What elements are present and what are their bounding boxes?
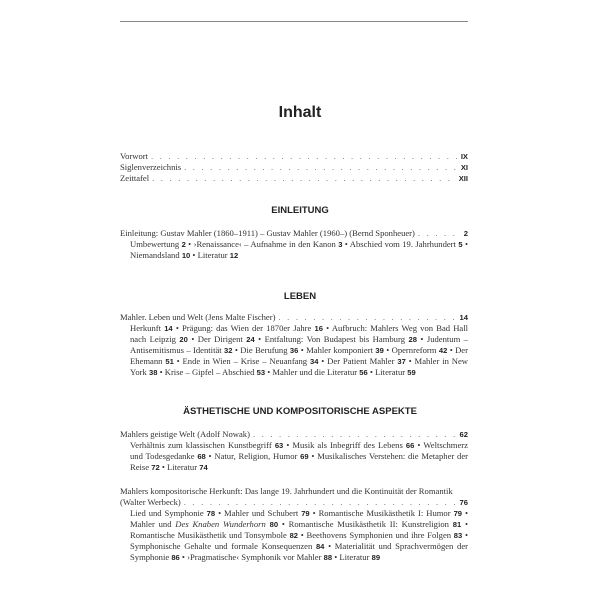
subentry[interactable] (165, 367, 265, 377)
leader-dots (184, 497, 457, 508)
subentry[interactable] (289, 519, 462, 529)
subentry-title: Beethovens Symphonien und ihre Folgen (306, 530, 452, 540)
subentry[interactable] (130, 519, 278, 529)
subentry-title: ›Pragmatische‹ Symphonik vor Mahler (187, 552, 322, 562)
subentries: Herkunft 14 • Prägung: das Wien der 1870er Jahre 16 • Aufbruch: Mahlers Weg von Bad Hall nach Leipzig 20 • Der Dirigent 24 • Entfaltung: Von Budapest bis Hamburg 28 • Judentum – Antisemitismus – Identität 32 • Die Berufung 36 • Mahler komponiert 39 • Opernreform 42 • Der Ehemann 51 • Ende in Wien – Krise – Neuanfang 34 • Der Patient Mahler 37 • Mahler in New York 38 • Krise – Gipfel – Abschied 53 • Mahler und die Literatur 56 • Literatur 59 (130, 323, 469, 377)
subentry-work-title: Des Knaben Wunderhorn (175, 519, 266, 529)
subentry-page: 63 (274, 441, 284, 450)
subentry-page: 12 (229, 251, 239, 260)
subentry-title: Materialität und Sprachvermögen der Symphonie (130, 541, 469, 562)
subentry-title: ›Renaissance‹ – Aufnahme in den Kanon (193, 239, 336, 249)
leader-dots (278, 312, 456, 323)
subentry-page: 59 (407, 368, 416, 377)
subentry-title: Literatur (197, 250, 228, 260)
subentry-title: Aufbruch: Mahlers Weg von Bad Hall nach Leipzig (130, 323, 469, 344)
subentry[interactable] (183, 356, 319, 366)
subentry-page: 28 (408, 335, 417, 344)
subentry[interactable] (327, 356, 406, 366)
subentry-title: Mahler und Schubert (224, 508, 299, 518)
entry-label: Siglenverzeichnis (120, 162, 182, 172)
toc-entry[interactable] (120, 228, 468, 261)
subentry-title: Verhältnis zum klassischen Kunstbegriff (130, 440, 272, 450)
subentry-title: Der Ehemann (130, 345, 468, 366)
subentry[interactable] (198, 334, 255, 344)
entry-page: 62 (459, 430, 468, 439)
subentry-page: 69 (300, 452, 309, 461)
subentry[interactable] (194, 239, 343, 249)
toc-entry-zeittafel[interactable] (120, 173, 468, 184)
subentry-page: 78 (206, 509, 216, 518)
top-rule (120, 21, 468, 22)
subentry-page: 53 (256, 368, 266, 377)
subentry[interactable] (224, 508, 310, 518)
subentry-title: Mahler komponiert (306, 345, 373, 355)
subentry[interactable] (339, 552, 380, 562)
entry-label: Mahlers geistige Welt (Adolf Nowak) (120, 429, 250, 439)
subentry[interactable] (182, 323, 323, 333)
subentry-title: Literatur (339, 552, 370, 562)
subentry[interactable] (130, 239, 186, 249)
subentry-title: Ende in Wien – Krise – Neuanfang (182, 356, 308, 366)
entry-page: IX (460, 152, 468, 161)
subentry-title: Weltschmerz und Todesgedanke (130, 440, 468, 461)
subentry-page: 79 (301, 509, 310, 518)
subentry[interactable] (306, 345, 384, 355)
subentry-page: 5 (458, 240, 463, 249)
subentry[interactable] (350, 239, 463, 249)
subentry-page: 16 (314, 324, 323, 333)
subentry-page: 2 (181, 240, 186, 249)
subentry[interactable] (130, 541, 324, 551)
subentry-page: 89 (371, 553, 381, 562)
entry-label-author: (Walter Werbeck) (120, 497, 181, 507)
subentry-title: Die Berufung (240, 345, 288, 355)
toc-entry[interactable] (120, 312, 468, 378)
toc-entry[interactable] (120, 429, 468, 473)
subentry-title: Symphonische Gehalte und formale Konsequenzen (130, 541, 313, 551)
subentry-page: 51 (165, 357, 174, 366)
subentry[interactable] (292, 440, 414, 450)
subentry-page: 88 (323, 553, 333, 562)
subentry-page: 14 (164, 324, 173, 333)
subentry[interactable] (198, 250, 239, 260)
subentry-page: 72 (151, 463, 160, 472)
subentry[interactable] (167, 462, 208, 472)
subentry[interactable] (130, 440, 283, 450)
leader-dots (152, 173, 456, 184)
subentry-title: Literatur (375, 367, 406, 377)
toc-entry-siglenverzeichnis[interactable] (120, 162, 468, 173)
subentry[interactable] (392, 345, 448, 355)
subentry[interactable] (130, 250, 190, 260)
subentry[interactable] (272, 367, 367, 377)
subentry-page: 39 (375, 346, 384, 355)
leader-dots (184, 162, 458, 173)
subentry-page: 34 (309, 357, 319, 366)
entry-label: Mahler. Leben und Welt (Jens Malte Fischer) (120, 312, 276, 322)
subentry-title: Entfaltung: Von Budapest bis Hamburg (264, 334, 405, 344)
entry-label: Einleitung: Gustav Mahler (1860–1911) – Gustav Mahler (1960–) (Bernd Sponheuer) (120, 228, 415, 238)
subentry[interactable] (130, 530, 298, 540)
leader-dots (253, 429, 457, 440)
subentries: Verhältnis zum klassischen Kunstbegriff 63 • Musik als Inbegriff des Lebens 66 • Weltschmerz und Todesgedanke 68 • Natur, Religion, Humor 69 • Musikalisches Verstehen: die Metapher der Reise 72 • Literatur 74 (130, 440, 469, 472)
subentry-title: Natur, Religion, Humor (214, 451, 298, 461)
subentry-page: 24 (246, 335, 255, 344)
section-heading-aesthetik: ÄSTHETISCHE UND KOMPOSITORISCHE ASPEKTE (183, 406, 417, 417)
front-matter-list (120, 151, 468, 184)
subentry[interactable] (319, 508, 462, 518)
subentry[interactable] (214, 451, 308, 461)
subentry[interactable] (130, 508, 215, 518)
subentry-title: Krise – Gipfel – Abschied (164, 367, 255, 377)
subentry-page: 79 (453, 509, 463, 518)
entry-page: 2 (463, 229, 468, 238)
subentry-title: Musikalisches Verstehen: die Metapher der Reise (130, 451, 469, 472)
entry-label: Zeittafel (120, 173, 150, 183)
entry-page: XI (460, 163, 468, 172)
subentry-title: Abschied vom 19. Jahrhundert (349, 239, 456, 249)
subentry-page: 56 (359, 368, 368, 377)
toc-entry[interactable] (120, 486, 468, 563)
subentry-page: 38 (148, 368, 158, 377)
subentry-page: 66 (405, 441, 415, 450)
subentry-title: Umbewertung (130, 239, 180, 249)
subentry[interactable] (130, 323, 173, 333)
subentries: Umbewertung 2 • ›Renaissance‹ – Aufnahme in den Kanon 3 • Abschied vom 19. Jahrhundert 5 • Niemandsland 10 • Literatur 12 (130, 239, 468, 260)
toc-entry-vorwort[interactable] (120, 151, 468, 162)
entry-label: Vorwort (120, 151, 149, 161)
subentry-title: Der Patient Mahler (327, 356, 395, 366)
entry-label: Mahlers kompositorische Herkunft: Das lange 19. Jahrhundert und die Kontinuität der Romantik (120, 486, 453, 496)
entry-page: 76 (459, 498, 468, 507)
subentry-page: 42 (438, 346, 448, 355)
subentry-title: Opernreform (391, 345, 437, 355)
subentry[interactable] (307, 530, 463, 540)
subentry-page: 37 (397, 357, 406, 366)
subentry[interactable] (187, 552, 332, 562)
entry-page: 14 (459, 313, 468, 322)
section-heading-einleitung: EINLEITUNG (271, 205, 329, 216)
subentry-page: 80 (269, 520, 279, 529)
section-heading-leben: LEBEN (283, 291, 317, 302)
subentry-title: Romantische Musikästhetik II: Kunstreligion (288, 519, 449, 529)
subentry-page: 68 (197, 452, 206, 461)
subentry-page: 86 (171, 553, 180, 562)
subentry-page: 83 (453, 531, 463, 540)
subentry-title: Judentum – Antisemitismus – Identität (130, 334, 469, 355)
subentry-title: Herkunft (130, 323, 162, 333)
subentry-page: 82 (289, 531, 299, 540)
subentry-title: Prägung: das Wien der 1870er Jahre (181, 323, 312, 333)
subentry-page: 74 (199, 463, 208, 472)
subentry-title: Literatur (167, 462, 198, 472)
subentry-page: 32 (224, 346, 233, 355)
subentry-title: Lied und Symphonie (130, 508, 204, 518)
subentry[interactable] (240, 345, 298, 355)
subentry-title: Der Dirigent (197, 334, 243, 344)
subentry-title: Musik als Inbegriff des Lebens (292, 440, 403, 450)
subentry-page: 84 (315, 542, 325, 551)
leader-dots (151, 151, 458, 162)
subentry-title: Romantische Musikästhetik I: Humor (318, 508, 451, 518)
subentry-page: 10 (181, 251, 191, 260)
subentry[interactable] (265, 334, 417, 344)
subentry-title: Mahler in New York (130, 356, 469, 377)
subentry[interactable] (375, 367, 416, 377)
subentry-title: Romantische Musikästhetik und Tonsymbole (130, 530, 287, 540)
subentry-title: Mahler und die Literatur (272, 367, 358, 377)
subentry-title: Mahler und (130, 519, 172, 529)
subentry-title: Niemandsland (130, 250, 180, 260)
subentry-page: 20 (179, 335, 188, 344)
entry-page: XII (458, 174, 468, 183)
subentry-page: 81 (452, 520, 462, 529)
page-title: Inhalt (278, 104, 322, 121)
subentry-page: 3 (338, 240, 343, 249)
subentries: Lied und Symphonie 78 • Mahler und Schubert 79 • Romantische Musikästhetik I: Humor 79 • Mahler und Des Knaben Wunderhorn 80 • Romantische Musikästhetik II: Kunstreligion 81 • Romantische Musikästhetik und Tonsymbole 82 • Beethovens Symphonien und ihre Folgen 83 • Symphonische Gehalte und formale Konsequenzen 84 • Materialität und Sprachvermögen der Symphonie 86 • ›Pragmatische‹ Symphonik vor Mahler 88 • Literatur 89 (130, 508, 469, 562)
subentry-page: 36 (289, 346, 299, 355)
leader-dots (418, 228, 461, 239)
